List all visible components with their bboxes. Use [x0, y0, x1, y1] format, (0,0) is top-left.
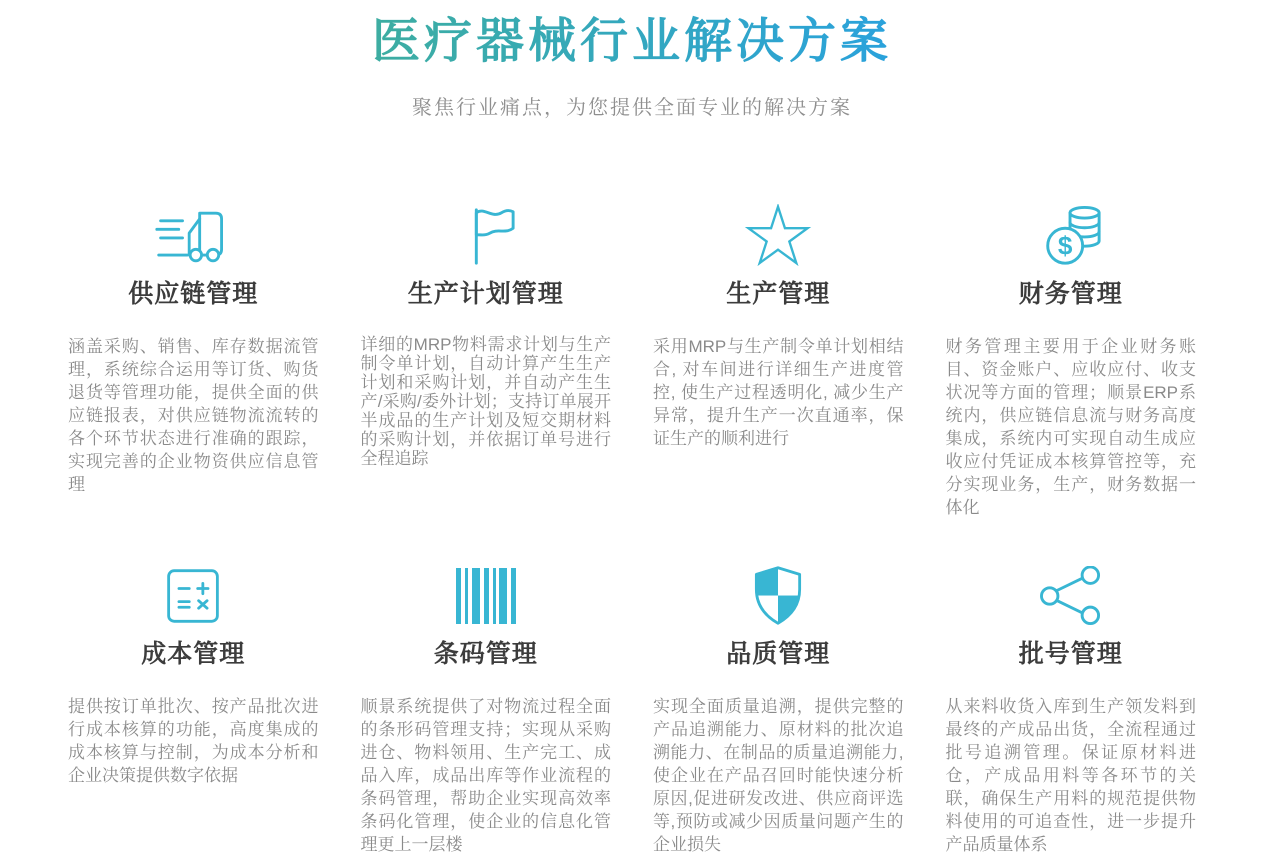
card-cost: [68, 564, 319, 856]
card-production: [653, 204, 904, 519]
card-description: 从来料收货入库到生产领发料到最终的产成品出货，全流程通过批号追溯管理。保证原材料进仓，产成品用料等各环节的关联，确保生产用料的规范提供物料使用的可追查性，进一步提升产品质量体系: [945, 697, 1196, 855]
solutions-grid: [68, 204, 1196, 856]
card-title: 生产计划管理: [407, 280, 564, 309]
card-title: 条码管理: [433, 640, 538, 669]
shield-icon: [653, 564, 904, 628]
card-description: 采用MRP与生产制令单计划相结合, 对车间进行详细生产进度管控, 使生产过程透明化, 减少生产异常，提升生产一次直通率，保证生产的顺利进行: [653, 337, 904, 449]
card-finance: [946, 204, 1197, 519]
calculator-icon: [68, 564, 319, 628]
card-title: 批号管理: [1018, 640, 1123, 669]
card-description: 详细的MRP物料需求计划与生产制令单计划，自动计算产生生产计划和采购计划，并自动产生生产/采购/委外计划；支持订单展开半成品的生产计划及短交期材料的采购计划，并依据订单号进行全程追踪: [360, 335, 611, 469]
star-icon: [653, 204, 904, 268]
page-title: 医疗器械行业解决方案: [371, 15, 892, 68]
card-description: 顺景系统提供了对物流过程全面的条形码管理支持；实现从采购进仓、物料领用、生产完工、成品入库，成品出库等作业流程的条码管理，帮助企业实现高效率条码化管理，使企业的信息化管理更上一层楼: [360, 697, 611, 855]
card-description: 财务管理主要用于企业财务账目、资金账户、应收应付、收支状况等方面的管理；顺景ERP系统内，供应链信息流与财务高度集成，系统内可实现自动生成应收应付凭证成本核算管控等，充分实现业务，生产，财务数据一体化: [945, 337, 1196, 518]
coins-icon: [946, 204, 1197, 268]
svg-text:$: $: [1057, 230, 1073, 261]
share-icon: [946, 564, 1197, 628]
truck-icon: [68, 204, 319, 268]
card-quality: [653, 564, 904, 856]
card-barcode: [361, 564, 612, 856]
flag-icon: [361, 204, 612, 268]
card-title: 品质管理: [726, 640, 831, 669]
card-title: 生产管理: [726, 280, 831, 309]
card-description: 涵盖采购、销售、库存数据流管理，系统综合运用等订货、购货退货等管理功能，提供全面的供应链报表，对供应链物流流转的各个环节状态进行准确的跟踪，实现完善的企业物资供应信息管理: [68, 337, 319, 495]
card-production-planning: [361, 204, 612, 519]
card-title: 成本管理: [141, 640, 246, 669]
barcode-icon: [361, 564, 612, 628]
card-description: 提供按订单批次、按产品批次进行成本核算的功能，高度集成的成本核算与控制，为成本分析和企业决策提供数字依据: [68, 697, 319, 786]
card-description: 实现全面质量追溯，提供完整的产品追溯能力、原材料的批次追溯能力、在制品的质量追溯能力,使企业在产品召回时能快速分析原因,促进研发改进、供应商评选等,预防或减少因质量问题产生的企业损失: [653, 697, 904, 855]
card-title: 供应链管理: [128, 280, 259, 309]
page-header: [0, 0, 1264, 120]
card-supply-chain: [68, 204, 319, 519]
card-title: 财务管理: [1018, 280, 1123, 309]
page-subtitle: 聚焦行业痛点，为您提供全面专业的解决方案: [412, 97, 852, 120]
card-batch-number: [946, 564, 1197, 856]
